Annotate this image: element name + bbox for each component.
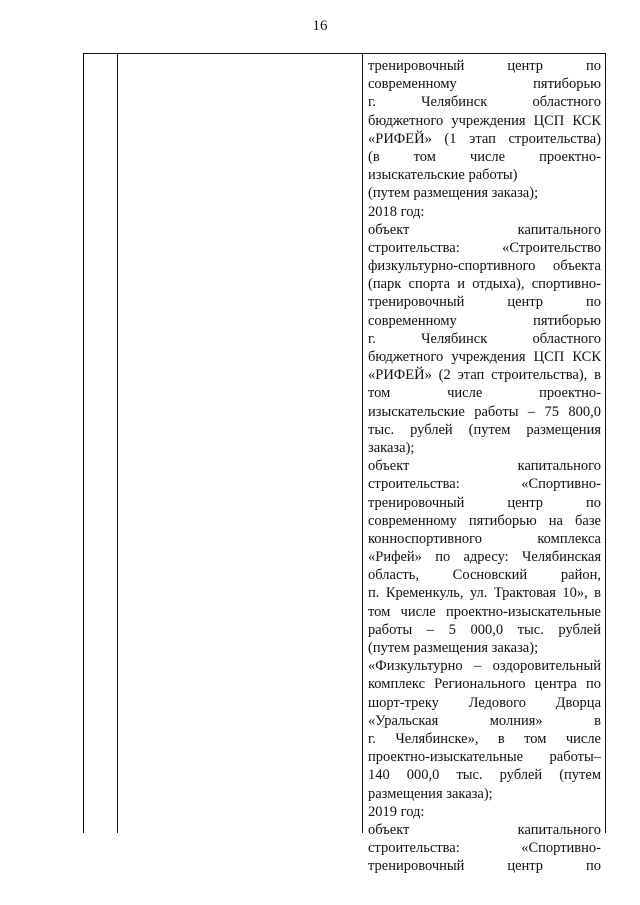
text-line: строительства: «Спортивно- xyxy=(368,476,601,493)
page-number: 16 xyxy=(312,18,328,34)
document-table xyxy=(83,53,606,875)
text-line: тренировочный центр по xyxy=(368,294,601,311)
text-line: «РИФЕЙ» (2 этап строительства), в xyxy=(368,367,601,384)
text-line: изыскательские работы – 75 800,0 xyxy=(368,403,601,420)
text-line: размещения заказа); xyxy=(368,785,493,802)
text-line: (в том числе проектно- xyxy=(368,148,601,165)
text-line: работы – 5 000,0 тыс. рублей xyxy=(368,621,601,638)
table-column-divider-1 xyxy=(117,54,118,833)
text-line: современному пятиборью xyxy=(368,312,601,329)
text-line: строительства: «Спортивно- xyxy=(368,840,601,857)
text-line: (путем размещения заказа); xyxy=(368,185,539,202)
text-line: (путем размещения заказа); xyxy=(368,640,539,656)
text-line: 2019 год: xyxy=(368,803,425,820)
text-line: бюджетного учреждения ЦСП КСК xyxy=(368,112,601,129)
text-line: «Рифей» по адресу: Челябинская xyxy=(368,549,601,566)
text-line: современному пятиборью xyxy=(368,76,601,93)
text-line: объект капитального xyxy=(368,221,601,238)
text-line: бюджетного учреждения ЦСП КСК xyxy=(368,349,601,365)
text-line: том числе проектно-изыскательные xyxy=(368,603,601,620)
text-line: г. Челябинск областного xyxy=(368,94,601,111)
text-line: тыс. рублей (путем размещения xyxy=(368,421,601,438)
text-line: объект капитального xyxy=(368,821,601,838)
text-line: тренировочный центр по xyxy=(368,858,601,875)
text-line: «Физкультурно – оздоровительный xyxy=(368,658,601,675)
text-line: 2018 год: xyxy=(368,203,425,220)
text-line: том числе проектно- xyxy=(368,385,601,402)
text-line: область, Сосновский район, xyxy=(368,567,601,584)
text-line: п. Кременкуль, ул. Трактовая 10», в xyxy=(368,585,601,602)
text-line: (парк спорта и отдыха), спортивно- xyxy=(368,276,601,293)
text-line: «Уральская молния» в xyxy=(368,712,601,729)
text-line: объект капитального xyxy=(368,458,601,475)
text-line: заказа); xyxy=(368,439,415,456)
text-line: комплекс Регионального центра по xyxy=(368,676,601,693)
table-column-divider-2 xyxy=(362,54,363,833)
text-line: г. Челябинске», в том числе xyxy=(368,730,601,747)
text-line: изыскательские работы) xyxy=(368,167,518,184)
text-line: проектно-изыскательные работы– xyxy=(368,749,601,766)
text-line: физкультурно-спортивного объекта xyxy=(368,258,601,275)
text-line: 140 000,0 тыс. рублей (путем xyxy=(368,767,601,784)
text-line: «РИФЕЙ» (1 этап строительства) xyxy=(368,130,601,147)
text-line: конноспортивного комплекса xyxy=(368,530,601,547)
text-line: современному пятиборью на базе xyxy=(368,512,601,529)
text-line: г. Челябинск областного xyxy=(368,330,601,347)
text-line: строительства: «Строительство xyxy=(368,239,601,256)
text-line: тренировочный центр по xyxy=(368,58,601,74)
text-line: тренировочный центр по xyxy=(368,494,601,511)
text-line: шорт-треку Ледового Дворца xyxy=(368,694,601,711)
table-cell-description xyxy=(368,57,601,875)
